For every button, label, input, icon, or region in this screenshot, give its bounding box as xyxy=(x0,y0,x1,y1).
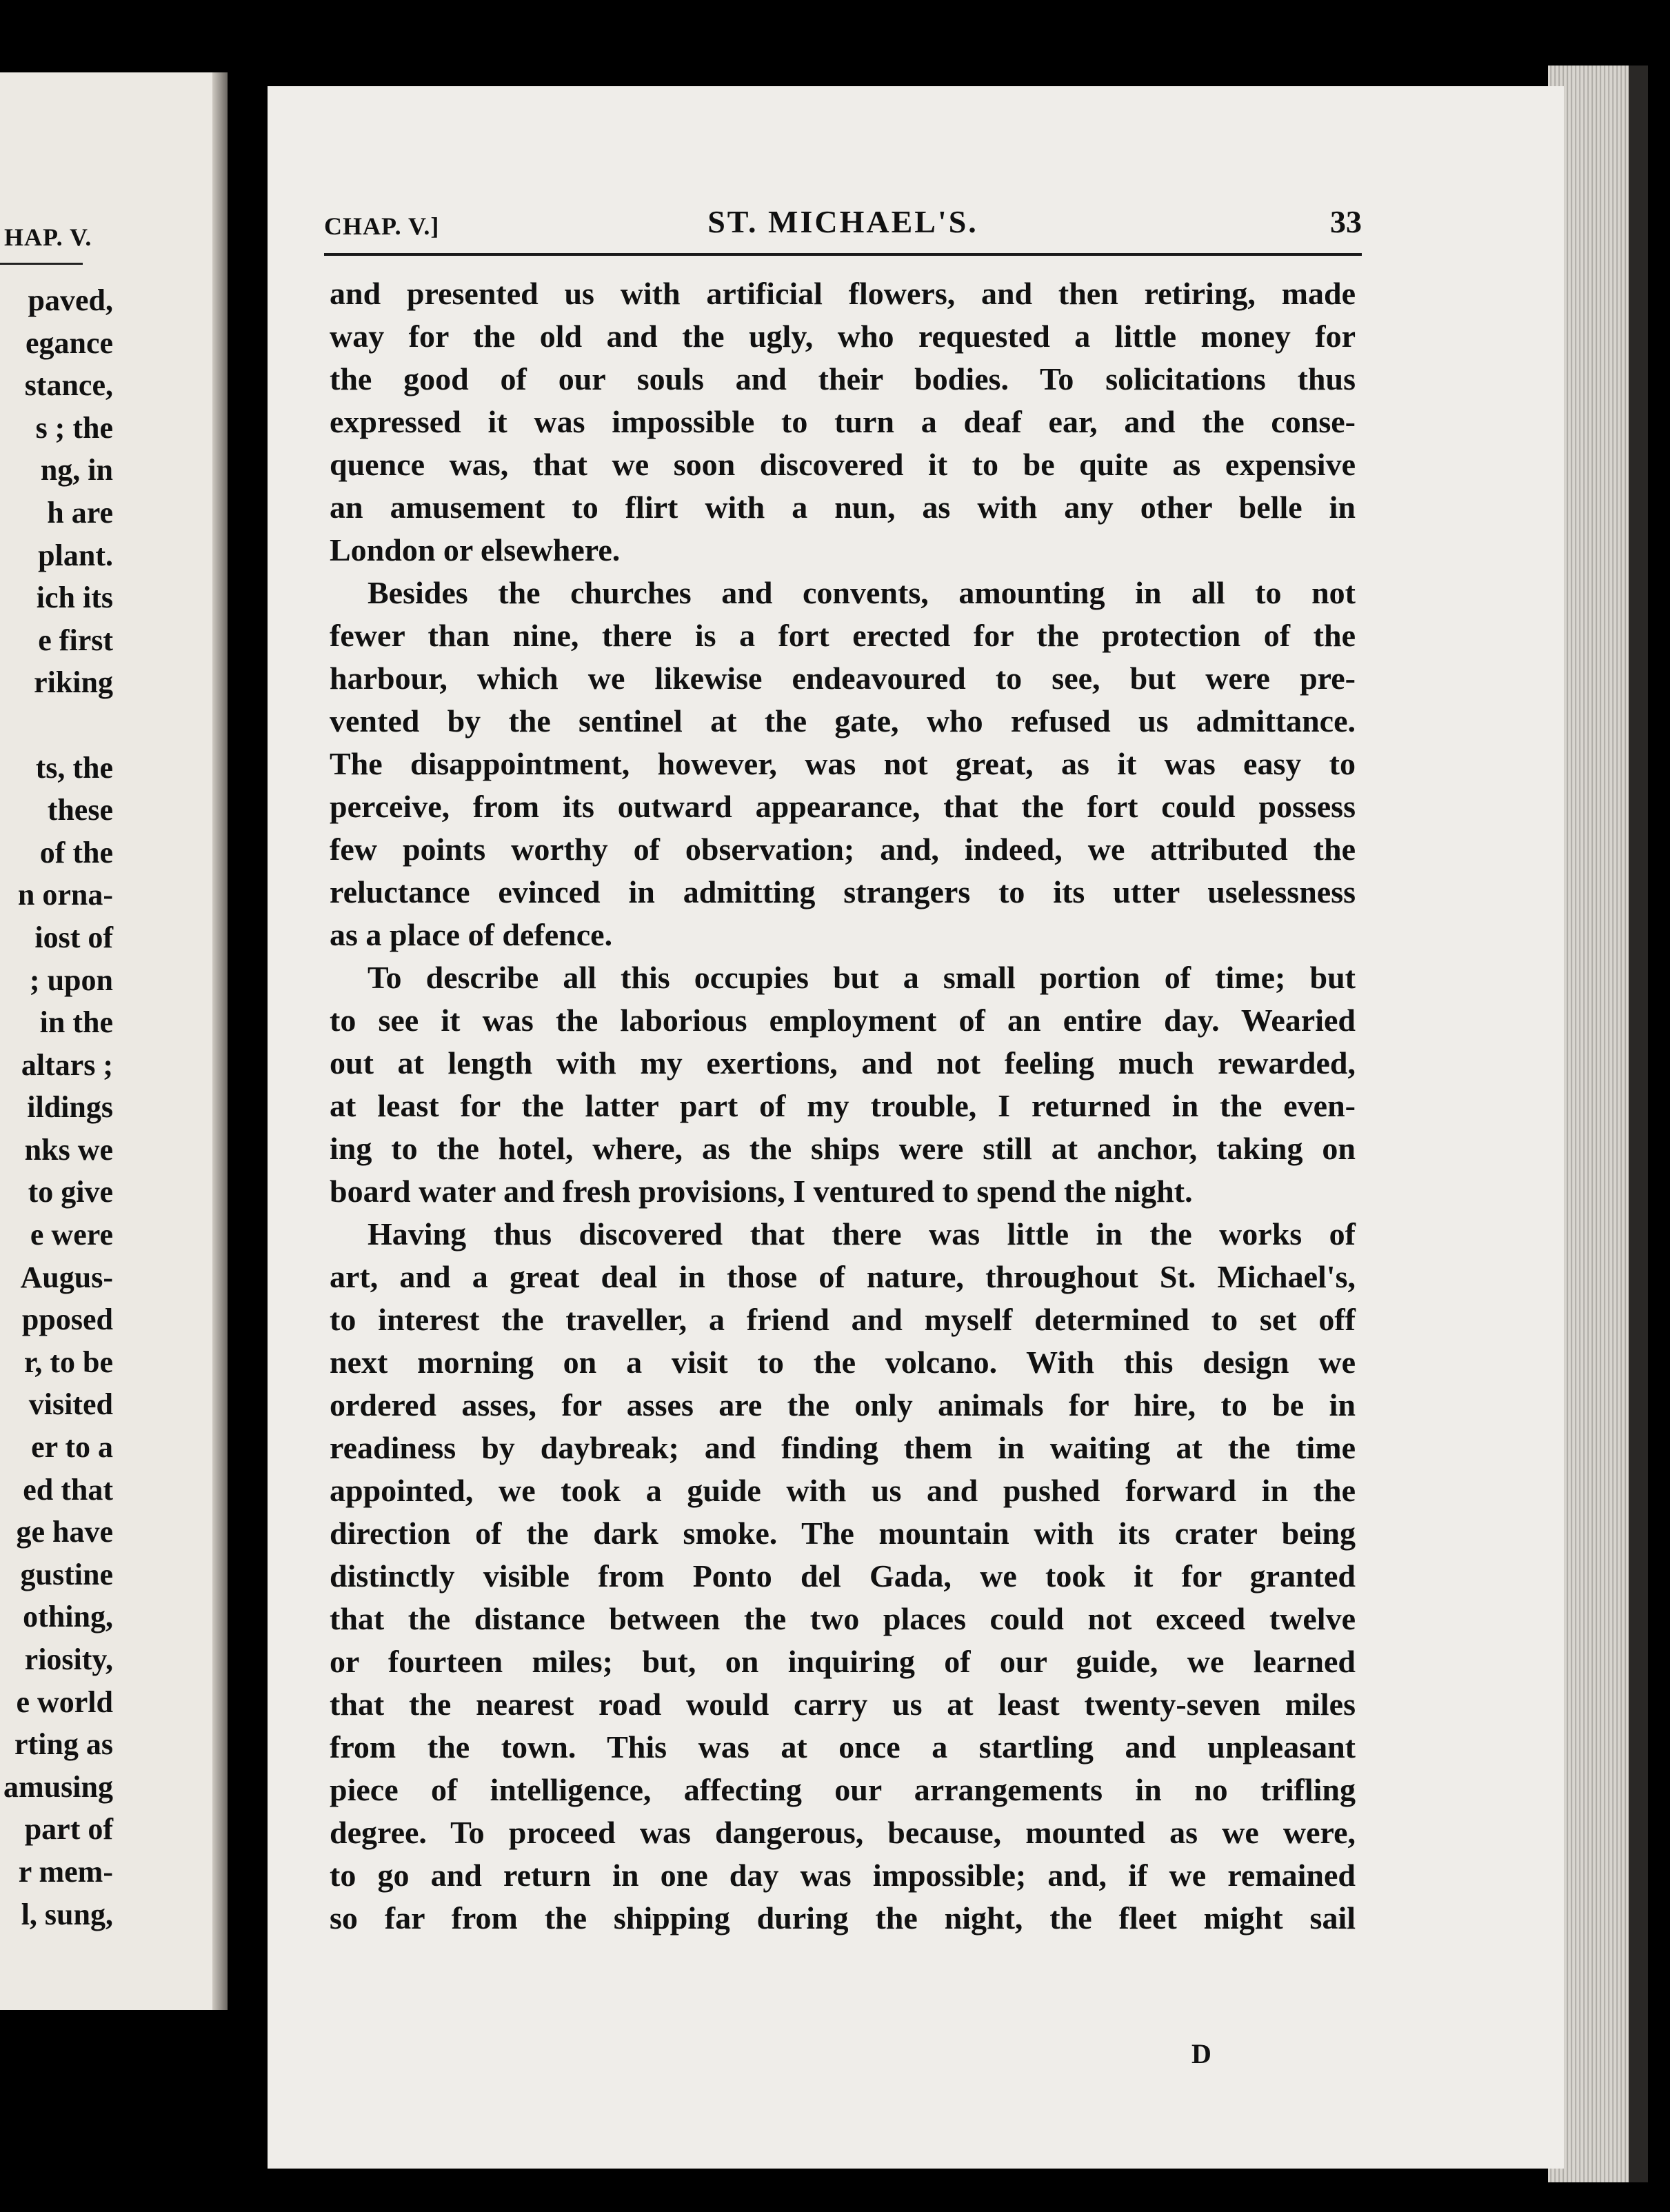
previous-page-line: othing, xyxy=(23,1600,113,1634)
text-line: London or elsewhere. xyxy=(330,532,621,567)
previous-page-line: nks we xyxy=(24,1132,113,1167)
previous-page-line: ich its xyxy=(36,581,113,615)
chapter-label: CHAP. V.] xyxy=(324,212,440,240)
previous-page-line: Augus- xyxy=(20,1260,113,1294)
previous-page-line: ; upon xyxy=(29,963,113,997)
text-line: the good of our souls and their bodies. To solicitations thus xyxy=(330,361,1356,396)
page-title: ST. MICHAEL'S. xyxy=(707,204,978,239)
previous-page-line: er to a xyxy=(31,1430,113,1465)
text-line: and presented us with artificial flowers, and then retiring, made xyxy=(330,276,1356,311)
text-line: The disappointment, however, was not great, as it was easy to xyxy=(330,746,1356,781)
text-line: as a place of defence. xyxy=(330,917,613,952)
text-line: next morning on a visit to the volcano. With this design we xyxy=(330,1345,1356,1380)
text-line: degree. To proceed was dangerous, because, mounted as we were, xyxy=(330,1815,1356,1850)
text-line: To describe all this occupies but a small portion of time; but xyxy=(368,960,1356,995)
previous-page-running-head: HAP. V. xyxy=(4,223,92,251)
previous-page-line: ng, in xyxy=(40,453,113,487)
text-line: or fourteen miles; but, on inquiring of our guide, we learned xyxy=(330,1644,1356,1679)
text-line: harbour, which we likewise endeavoured to see, but were pre- xyxy=(330,661,1356,696)
previous-page-line: part of xyxy=(24,1812,113,1847)
paragraph xyxy=(330,956,1356,1213)
previous-page-line: iost of xyxy=(34,920,113,954)
previous-page-line: rting as xyxy=(14,1727,113,1762)
text-line: Having thus discovered that there was little in the works of xyxy=(368,1216,1356,1251)
previous-page-line: ed that xyxy=(23,1472,113,1507)
text-line: out at length with my exertions, and not feeling much rewarded, xyxy=(330,1045,1356,1080)
text-line: distinctly visible from Ponto del Gada, we took it for granted xyxy=(330,1558,1356,1593)
previous-page-line: plant. xyxy=(38,538,113,572)
text-line: to see it was the laborious employment of an entire day. Wearied xyxy=(330,1003,1356,1038)
text-line: few points worthy of observation; and, indeed, we attributed the xyxy=(330,832,1356,867)
previous-page-line: h are xyxy=(47,495,113,530)
text-line: vented by the sentinel at the gate, who refused us admittance. xyxy=(330,703,1356,738)
text-line: an amusement to flirt with a nun, as with any other belle in xyxy=(330,490,1356,525)
previous-page-line: riosity, xyxy=(24,1642,113,1676)
text-line: art, and a great deal in those of nature, throughout St. Michael's, xyxy=(330,1259,1356,1294)
previous-page-line: to give xyxy=(28,1175,113,1209)
previous-page-line: s ; the xyxy=(35,410,113,445)
previous-page-line: n orna- xyxy=(17,878,113,912)
previous-page-line: visited xyxy=(28,1387,113,1422)
text-line: piece of intelligence, affecting our arrangements in no trifling xyxy=(330,1772,1356,1807)
text-line: to go and return in one day was impossible; and, if we remained xyxy=(330,1858,1356,1893)
current-page xyxy=(268,86,1564,2169)
previous-page-line: gustine xyxy=(20,1557,113,1591)
text-line: quence was, that we soon discovered it to be quite as expensive xyxy=(330,447,1356,482)
previous-page-line: e first xyxy=(38,623,113,657)
previous-page-line: of the xyxy=(39,835,113,869)
previous-page-line: r, to be xyxy=(23,1345,113,1379)
book-cover-edge xyxy=(1629,66,1648,2182)
text-line: from the town. This was at once a startling and unpleasant xyxy=(330,1729,1356,1764)
previous-page-line: these xyxy=(47,793,113,827)
text-line: ing to the hotel, where, as the ships were still at anchor, taking on xyxy=(330,1131,1356,1166)
signature-mark: D xyxy=(1191,2038,1211,2069)
head-rule xyxy=(324,253,1362,256)
text-line: that the distance between the two places could not exceed twelve xyxy=(330,1601,1356,1636)
paragraph xyxy=(330,272,1356,572)
body-text xyxy=(330,272,1356,1940)
previous-page-line: ildings xyxy=(27,1090,113,1125)
text-line: board water and fresh provisions, I ventured to spend the night. xyxy=(330,1174,1193,1209)
previous-page-line: altars ; xyxy=(21,1047,113,1082)
previous-page-line: egance xyxy=(25,325,113,360)
text-line: so far from the shipping during the night, the fleet might sail xyxy=(330,1900,1356,1936)
paragraph xyxy=(330,572,1356,956)
previous-page-line: pposed xyxy=(21,1303,113,1337)
text-line: that the nearest road would carry us at least twenty-seven miles xyxy=(330,1687,1356,1722)
running-head xyxy=(324,203,1362,245)
previous-page-line xyxy=(0,704,113,747)
text-line: direction of the dark smoke. The mountain with its crater being xyxy=(330,1516,1356,1551)
page-number: 33 xyxy=(1330,204,1362,239)
previous-page-line: paved, xyxy=(28,283,113,317)
previous-page-line: in the xyxy=(39,1005,113,1040)
text-line: reluctance evinced in admitting strangers to its utter uselessness xyxy=(330,874,1356,909)
text-line: ordered asses, for asses are the only animals for hire, to be in xyxy=(330,1387,1356,1422)
previous-page-line: amusing xyxy=(3,1769,113,1804)
text-line: Besides the churches and convents, amounting in all to not xyxy=(368,575,1356,610)
previous-page-line: e were xyxy=(30,1218,113,1252)
text-line: way for the old and the ugly, who requested a little money for xyxy=(330,319,1356,354)
previous-page-line: stance, xyxy=(24,368,113,403)
text-line: readiness by daybreak; and finding them in waiting at the time xyxy=(330,1430,1356,1465)
previous-page-head-rule xyxy=(0,263,83,265)
text-line: perceive, from its outward appearance, that the fort could possess xyxy=(330,789,1356,824)
previous-page-line: riking xyxy=(34,665,113,700)
text-line: appointed, we took a guide with us and pushed forward in the xyxy=(330,1473,1356,1508)
page-gutter-shadow xyxy=(212,72,228,2010)
previous-page-line: e world xyxy=(16,1685,113,1719)
text-line: at least for the latter part of my trouble, I returned in the even- xyxy=(330,1088,1356,1123)
previous-page-line: r mem- xyxy=(18,1854,113,1889)
previous-page xyxy=(0,72,228,2010)
previous-page-text xyxy=(0,279,113,1936)
text-line: fewer than nine, there is a fort erected for the protection of the xyxy=(330,618,1356,653)
previous-page-line: ge have xyxy=(16,1515,113,1549)
paragraph xyxy=(330,1213,1356,1940)
previous-page-line: l, sung, xyxy=(21,1897,113,1931)
previous-page-line: ts, the xyxy=(35,750,113,785)
text-line: to interest the traveller, a friend and myself determined to set off xyxy=(330,1302,1356,1337)
text-line: expressed it was impossible to turn a deaf ear, and the conse- xyxy=(330,404,1356,439)
